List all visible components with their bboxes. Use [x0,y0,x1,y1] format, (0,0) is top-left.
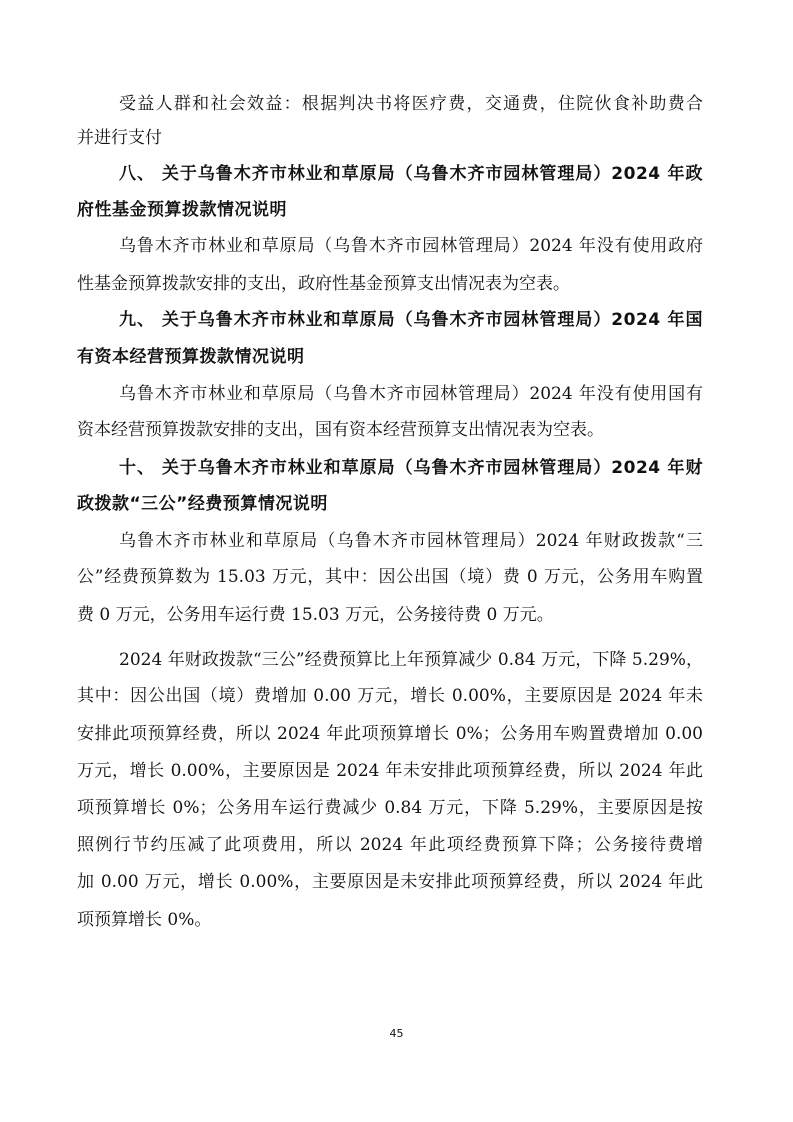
section-heading-10-cont: 政拨款“三公”经费预算情况说明 [77,494,328,514]
body-text-line: 公”经费预算数为 15.03 万元，其中：因公出国（境）费 0 万元，公务用车购置 [77,567,703,587]
body-text-line: 乌鲁木齐市林业和草原局（乌鲁木齐市园林管理局）2024 年没有使用国有 [119,384,703,404]
body-text-line: 安排此项预算经费，所以 2024 年此项预算增长 0%；公务用车购置费增加 0.00 [77,724,703,744]
body-text-line: 项预算增长 0%；公务用车运行费减少 0.84 万元，下降 5.29%，主要原因是按 [77,798,703,818]
body-text-line: 加 0.00 万元，增长 0.00%，主要原因是未安排此项预算经费，所以 2024 年此 [77,872,703,892]
section-heading-9: 九、 关于乌鲁木齐市林业和草原局（乌鲁木齐市园林管理局）2024 年国 [119,310,703,330]
body-text-line: 乌鲁木齐市林业和草原局（乌鲁木齐市园林管理局）2024 年财政拨款“三 [119,531,703,551]
body-text-line: 2024 年财政拨款“三公”经费预算比上年预算减少 0.84 万元，下降 5.29%， [119,650,703,670]
section-heading-8-cont: 府性基金预算拨款情况说明 [77,200,287,220]
body-text-line: 其中：因公出国（境）费增加 0.00 万元，增长 0.00%，主要原因是 2024 年未 [77,686,703,706]
section-heading-8: 八、 关于乌鲁木齐市林业和草原局（乌鲁木齐市园林管理局）2024 年政 [119,164,703,184]
body-text-line: 项预算增长 0%。 [77,910,212,930]
section-heading-9-cont: 有资本经营预算拨款情况说明 [77,347,305,367]
section-heading-10: 十、 关于乌鲁木齐市林业和草原局（乌鲁木齐市园林管理局）2024 年财 [119,458,703,478]
body-text-line: 性基金预算拨款安排的支出，政府性基金预算支出情况表为空表。 [77,274,570,294]
body-text-line: 费 0 万元，公务用车运行费 15.03 万元，公务接待费 0 万元。 [77,605,554,625]
body-text-line: 乌鲁木齐市林业和草原局（乌鲁木齐市园林管理局）2024 年没有使用政府 [119,236,703,256]
body-text-line: 并进行支付 [77,128,162,148]
body-text-line: 照例行节约压减了此项费用，所以 2024 年此项经费预算下降；公务接待费增 [77,835,703,855]
body-text-line: 资本经营预算拨款安排的支出，国有资本经营预算支出情况表为空表。 [77,420,604,440]
body-text-line: 万元，增长 0.00%，主要原因是 2024 年未安排此项预算经费，所以 2024 年此 [77,761,703,781]
page-number: 45 [389,1027,404,1040]
body-text-line: 受益人群和社会效益：根据判决书将医疗费，交通费，住院伙食补助费合 [119,94,703,114]
